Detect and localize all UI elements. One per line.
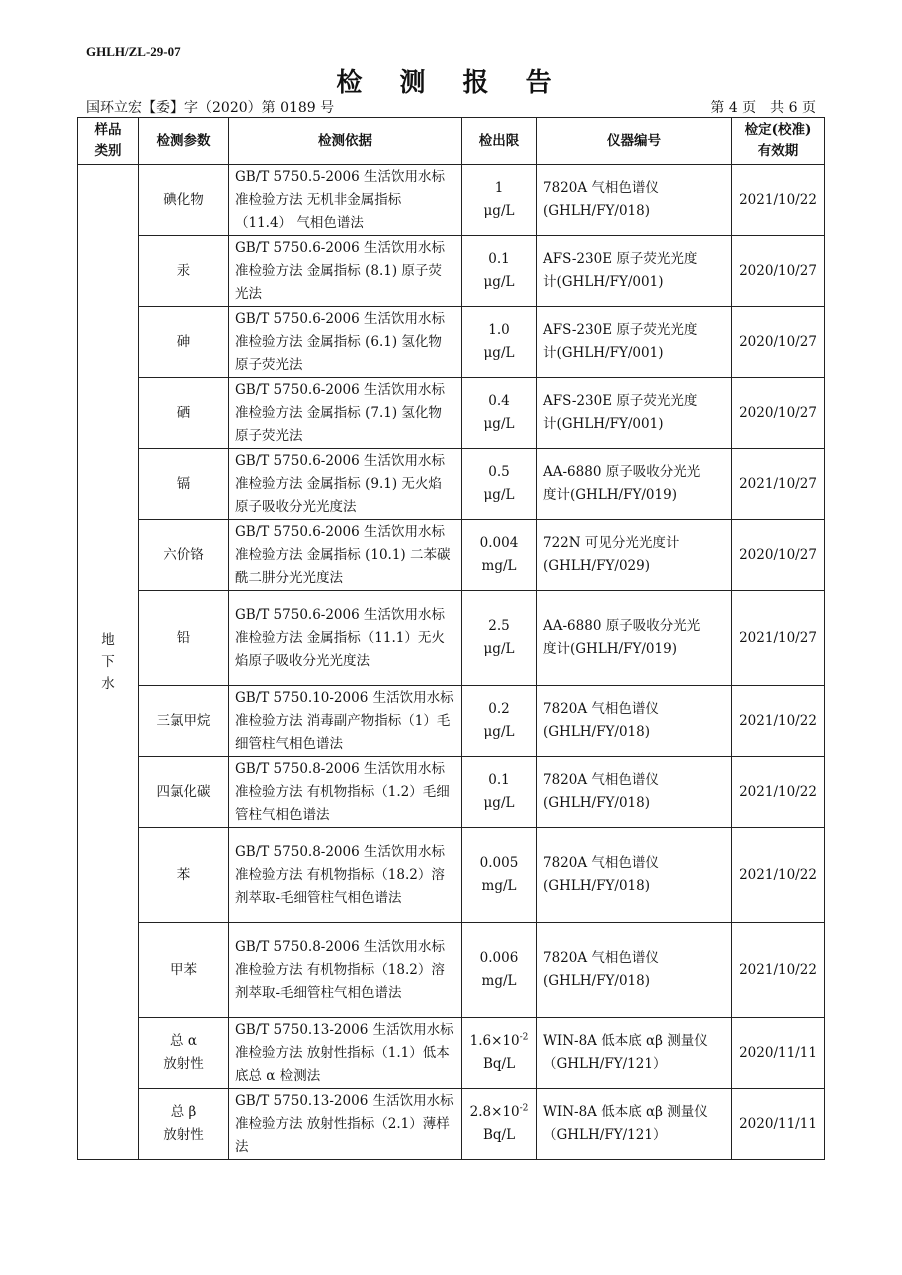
instrument-cell: [537, 923, 732, 1018]
detection-limit-cell: [462, 236, 537, 307]
basis-cell: GB/T 5750.6-2006 生活饮用水标准检验方法 金属指标（11.1）无火焰原子吸收分光光度法: [229, 591, 462, 686]
detection-limit-line: 0.1: [488, 251, 510, 267]
detection-limit-base: 1.6×10: [469, 1033, 520, 1049]
detection-limit-line: μg/L: [483, 795, 515, 811]
sample-category: [78, 165, 139, 1160]
parameter-cell: [139, 1089, 229, 1160]
table-row: [78, 520, 825, 591]
detection-limit-unit: Bq/L: [482, 1127, 516, 1143]
validity-cell: 2021/10/22: [732, 165, 825, 236]
detection-limit-line: 1: [494, 180, 504, 196]
basis-cell: GB/T 5750.13-2006 生活饮用水标准检验方法 放射性指标（2.1）薄样法: [229, 1089, 462, 1160]
parameter-name: 硒: [176, 404, 191, 421]
validity-cell: 2020/10/27: [732, 236, 825, 307]
parameter-name: 铅: [176, 629, 191, 646]
detection-limit-cell: [462, 378, 537, 449]
parameter-name: 放射性: [163, 1127, 204, 1143]
parameter-name: 碘化物: [163, 191, 204, 208]
instrument-line: 7820A 气相色谱仪: [543, 772, 659, 788]
instrument-line: (GHLH/FY/018): [543, 878, 650, 894]
parameter-cell: [139, 757, 229, 828]
parameter-cell: [139, 165, 229, 236]
instrument-cell: [537, 591, 732, 686]
detection-limit-line: 0.4: [488, 393, 510, 409]
detection-limit-cell: [462, 307, 537, 378]
parameter-cell: [139, 591, 229, 686]
table-row: [78, 1089, 825, 1160]
instrument-line: 7820A 气相色谱仪: [543, 855, 659, 871]
header-validity-l2: 有效期: [757, 143, 799, 159]
parameter-name: 甲苯: [170, 961, 197, 978]
validity-cell: 2021/10/22: [732, 757, 825, 828]
validity-cell: 2021/10/22: [732, 686, 825, 757]
instrument-line: 7820A 气相色谱仪: [543, 701, 659, 717]
detection-limit-line: μg/L: [483, 416, 515, 432]
parameter-cell: [139, 378, 229, 449]
basis-cell: GB/T 5750.8-2006 生活饮用水标准检验方法 有机物指标（1.2）毛细管柱气相色谱法: [229, 757, 462, 828]
basis-cell: GB/T 5750.8-2006 生活饮用水标准检验方法 有机物指标（18.2）溶剂萃取-毛细管柱气相色谱法: [229, 828, 462, 923]
parameter-name: 放射性: [163, 1056, 204, 1072]
validity-cell: 2021/10/22: [732, 828, 825, 923]
detection-limit-line: 0.006: [479, 950, 519, 966]
instrument-line: (GHLH/FY/018): [543, 203, 650, 219]
basis-cell: GB/T 5750.6-2006 生活饮用水标准检验方法 金属指标 (9.1) 无火焰原子吸收分光光度法: [229, 449, 462, 520]
detection-limit-line: μg/L: [483, 345, 515, 361]
detection-limit-cell: [462, 1089, 537, 1160]
detection-limit-cell: [462, 165, 537, 236]
detection-limit-line: 0.5: [488, 464, 510, 480]
validity-cell: 2020/10/27: [732, 520, 825, 591]
detection-limit-line: mg/L: [481, 878, 517, 894]
parameter-cell: [139, 1018, 229, 1089]
instrument-line: AFS-230E 原子荧光光度: [543, 251, 698, 267]
table-row: [78, 757, 825, 828]
parameter-name: 汞: [176, 262, 191, 279]
instrument-line: AFS-230E 原子荧光光度: [543, 322, 698, 338]
detection-limit-cell: [462, 828, 537, 923]
detection-limit-exponent: -2: [519, 1103, 529, 1114]
instrument-line: 计(GHLH/FY/001): [543, 416, 664, 432]
detection-limit-line: 0.1: [488, 772, 510, 788]
basis-cell: GB/T 5750.6-2006 生活饮用水标准检验方法 金属指标 (10.1) 二苯碳酰二肼分光光度法: [229, 520, 462, 591]
instrument-line: 计(GHLH/FY/001): [543, 345, 664, 361]
detection-limit-cell: [462, 449, 537, 520]
table-row: [78, 923, 825, 1018]
detection-limit-cell: [462, 686, 537, 757]
instrument-line: 722N 可见分光光度计: [543, 535, 680, 551]
instrument-cell: [537, 378, 732, 449]
sample-category-char: 地: [101, 632, 115, 648]
header-validity-l1: 检定(校准): [744, 122, 812, 138]
basis-cell: GB/T 5750.5-2006 生活饮用水标准检验方法 无机非金属指标（11.4） 气相色谱法: [229, 165, 462, 236]
detection-limit-cell: [462, 1018, 537, 1089]
parameter-cell: [139, 520, 229, 591]
parameter-cell: [139, 307, 229, 378]
sample-category-char: 下: [101, 654, 115, 670]
instrument-line: （GHLH/FY/121）: [543, 1127, 667, 1143]
detection-limit-line: mg/L: [481, 558, 517, 574]
sample-category-char: 水: [101, 676, 115, 692]
detection-limit-line: mg/L: [481, 973, 517, 989]
detection-limit-line: μg/L: [483, 203, 515, 219]
instrument-line: WIN-8A 低本底 αβ 测量仪: [543, 1033, 708, 1049]
instrument-line: (GHLH/FY/018): [543, 724, 650, 740]
detection-limit-cell: [462, 923, 537, 1018]
table-row: [78, 378, 825, 449]
instrument-cell: [537, 449, 732, 520]
parameter-name: 苯: [176, 866, 191, 883]
table-row: [78, 307, 825, 378]
validity-cell: 2020/10/27: [732, 378, 825, 449]
basis-cell: GB/T 5750.13-2006 生活饮用水标准检验方法 放射性指标（1.1）低本底总 α 检测法: [229, 1018, 462, 1089]
instrument-cell: [537, 686, 732, 757]
table-row: [78, 828, 825, 923]
parameter-name: 四氯化碳: [156, 783, 211, 800]
instrument-line: AFS-230E 原子荧光光度: [543, 393, 698, 409]
header-instrument: 仪器编号: [537, 118, 732, 165]
detection-limit-line: 0.004: [479, 535, 519, 551]
detection-limit-line: μg/L: [483, 724, 515, 740]
header-validity: [732, 118, 825, 165]
instrument-cell: [537, 757, 732, 828]
instrument-line: 度计(GHLH/FY/019): [543, 487, 677, 503]
document-code: GHLH/ZL-29-07: [86, 44, 181, 59]
basis-cell: GB/T 5750.6-2006 生活饮用水标准检验方法 金属指标 (6.1) 氢化物原子荧光法: [229, 307, 462, 378]
instrument-line: WIN-8A 低本底 αβ 测量仪: [543, 1104, 708, 1120]
instrument-line: (GHLH/FY/018): [543, 973, 650, 989]
validity-cell: 2021/10/22: [732, 923, 825, 1018]
header-detection-limit: 检出限: [462, 118, 537, 165]
parameter-name: 砷: [176, 333, 191, 350]
detection-limit-base: 2.8×10: [469, 1104, 520, 1120]
table-row: [78, 686, 825, 757]
instrument-cell: [537, 236, 732, 307]
parameter-cell: [139, 828, 229, 923]
basis-cell: GB/T 5750.10-2006 生活饮用水标准检验方法 消毒副产物指标（1）毛细管柱气相色谱法: [229, 686, 462, 757]
instrument-line: （GHLH/FY/121）: [543, 1056, 667, 1072]
page-title: 检 测 报 告: [336, 68, 566, 98]
basis-cell: GB/T 5750.6-2006 生活饮用水标准检验方法 金属指标 (8.1) 原子荧光法: [229, 236, 462, 307]
detection-limit-cell: [462, 757, 537, 828]
table-row: [78, 449, 825, 520]
instrument-line: (GHLH/FY/018): [543, 795, 650, 811]
validity-cell: 2020/10/27: [732, 307, 825, 378]
parameter-cell: [139, 923, 229, 1018]
header-basis: 检测依据: [229, 118, 462, 165]
detection-limit-value: [468, 1101, 530, 1124]
instrument-cell: [537, 520, 732, 591]
validity-cell: 2020/11/11: [732, 1018, 825, 1089]
table-row: [78, 1018, 825, 1089]
table-row: [78, 165, 825, 236]
instrument-cell: [537, 1018, 732, 1089]
instrument-cell: [537, 165, 732, 236]
validity-cell: 2021/10/27: [732, 591, 825, 686]
instrument-line: 7820A 气相色谱仪: [543, 950, 659, 966]
instrument-line: 计(GHLH/FY/001): [543, 274, 664, 290]
detection-limit-line: 0.2: [488, 701, 510, 717]
header-sample-category: [78, 118, 139, 165]
parameter-name: 镉: [176, 475, 191, 492]
detection-limit-line: μg/L: [483, 641, 515, 657]
instrument-line: AA-6880 原子吸收分光光: [543, 618, 701, 634]
basis-cell: GB/T 5750.6-2006 生活饮用水标准检验方法 金属指标 (7.1) 氢化物原子荧光法: [229, 378, 462, 449]
detection-limit-line: 2.5: [488, 618, 510, 634]
table-header-row: [78, 118, 825, 165]
parameter-name: 三氯甲烷: [156, 712, 211, 729]
instrument-line: 7820A 气相色谱仪: [543, 180, 659, 196]
validity-cell: 2020/11/11: [732, 1089, 825, 1160]
instrument-cell: [537, 1089, 732, 1160]
parameter-name: 总 α: [170, 1033, 197, 1049]
detection-limit-cell: [462, 591, 537, 686]
detection-limit-line: 1.0: [488, 322, 510, 338]
table-row: [78, 236, 825, 307]
parameter-name: 总 β: [170, 1104, 197, 1120]
header-parameter: 检测参数: [139, 118, 229, 165]
report-number: 国环立宏【委】字（2020）第 0189 号: [86, 100, 335, 116]
validity-cell: 2021/10/27: [732, 449, 825, 520]
instrument-cell: [537, 828, 732, 923]
instrument-line: AA-6880 原子吸收分光光: [543, 464, 701, 480]
detection-limit-line: μg/L: [483, 274, 515, 290]
report-table: [77, 117, 825, 1160]
header-sample-category-l2: 类别: [94, 143, 122, 159]
detection-limit-exponent: -2: [519, 1032, 529, 1043]
detection-limit-value: [468, 1030, 530, 1053]
parameter-cell: [139, 236, 229, 307]
page-info: 第 4 页 共 6 页: [710, 100, 816, 116]
instrument-line: 度计(GHLH/FY/019): [543, 641, 677, 657]
detection-limit-unit: Bq/L: [482, 1056, 516, 1072]
detection-limit-line: 0.005: [479, 855, 519, 871]
instrument-line: (GHLH/FY/029): [543, 558, 650, 574]
table-row: [78, 591, 825, 686]
header-sample-category-l1: 样品: [94, 122, 122, 138]
instrument-cell: [537, 307, 732, 378]
basis-cell: GB/T 5750.8-2006 生活饮用水标准检验方法 有机物指标（18.2）溶剂萃取-毛细管柱气相色谱法: [229, 923, 462, 1018]
detection-limit-cell: [462, 520, 537, 591]
parameter-cell: [139, 449, 229, 520]
parameter-cell: [139, 686, 229, 757]
parameter-name: 六价铬: [163, 546, 204, 563]
detection-limit-line: μg/L: [483, 487, 515, 503]
